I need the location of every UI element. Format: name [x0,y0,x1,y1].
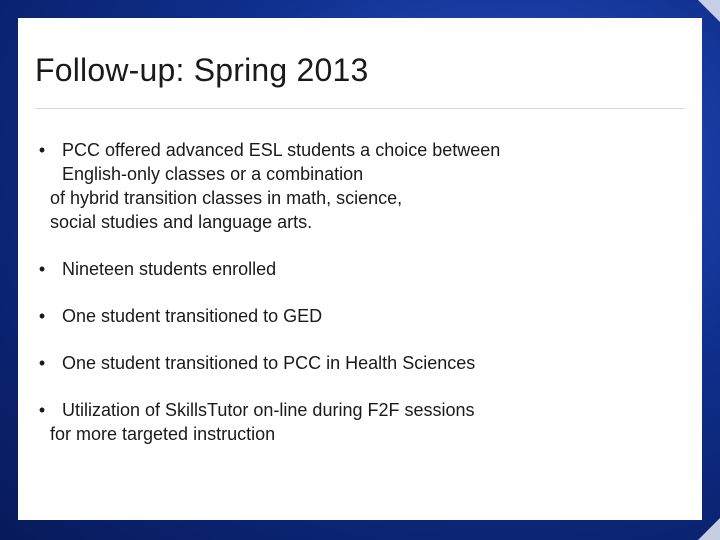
bullet-text-line: social studies and language arts. [50,212,313,232]
bullet-text-line: Nineteen students enrolled [62,259,277,279]
bullet-list [32,138,672,469]
bullet-item-ged [32,304,672,328]
bullet-marker: • [38,306,46,326]
bullet-item-skillstutor [32,398,672,446]
bullet-item-hybrid-choice [32,138,672,234]
bullet-text-line: for more targeted instruction [50,424,276,444]
slide-panel [18,18,702,520]
title-divider [35,108,685,109]
bullet-item-health-sciences [32,351,672,375]
slide-title: Follow-up: Spring 2013 [35,52,369,88]
bullet-text-line: One student transitioned to GED [62,306,323,326]
bullet-marker: • [38,259,46,279]
bullet-text-line: PCC offered advanced ESL students a choice between [62,140,501,160]
bullet-text-line: Utilization of SkillsTutor on-line during F2F sessions [62,400,475,420]
corner-accent-bottom-right [698,518,720,540]
bullet-text-line: One student transitioned to PCC in Health Sciences [62,353,476,373]
bullet-marker: • [38,140,46,160]
bullet-marker: • [38,353,46,373]
bullet-text-line: of hybrid transition classes in math, science, [50,188,403,208]
bullet-marker: • [38,400,46,420]
bullet-item-enrollment [32,257,672,281]
bullet-text-line: English-only classes or a combination [62,164,364,184]
